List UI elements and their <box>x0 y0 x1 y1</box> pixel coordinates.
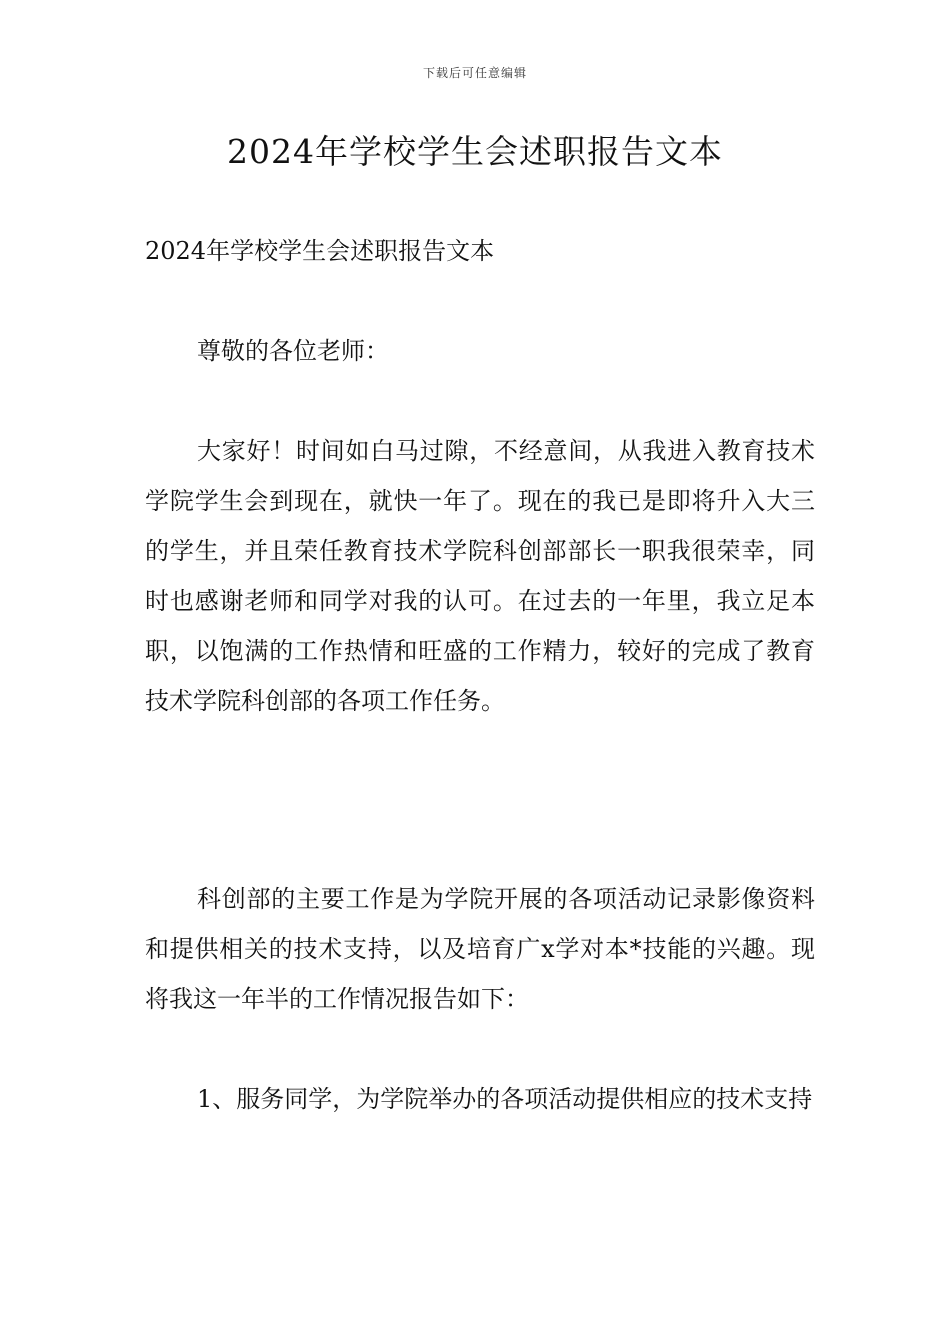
header-note: 下载后可任意编辑 <box>422 66 527 80</box>
paragraph-department-work: 科创部的主要工作是为学院开展的各项活动记录影像资料和提供相关的技术支持，以及培育广x学对本*技能的兴趣。现将我这一年半的工作情况报告如下： <box>145 885 815 1013</box>
document-subtitle: 2024年学校学生会述职报告文本 <box>145 237 495 265</box>
salutation: 尊敬的各位老师： <box>197 337 389 365</box>
paragraph-intro: 大家好！时间如白马过隙，不经意间，从我进入教育技术学院学生会到现在，就快一年了。现在的我已是即将升入大三的学生，并且荣任教育技术学院科创部部长一职我很荣幸，同时也感谢老师和同学对我的认可。在过去的一年里，我立足本职，以饱满的工作热情和旺盛的工作精力，较好的完成了教育技术学院科创部的各项工作任务。 <box>145 437 815 715</box>
paragraph-section-1: 1、服务同学，为学院举办的各项活动提供相应的技术支持 <box>197 1085 813 1113</box>
document-title: 2024年学校学生会述职报告文本 <box>227 132 723 171</box>
